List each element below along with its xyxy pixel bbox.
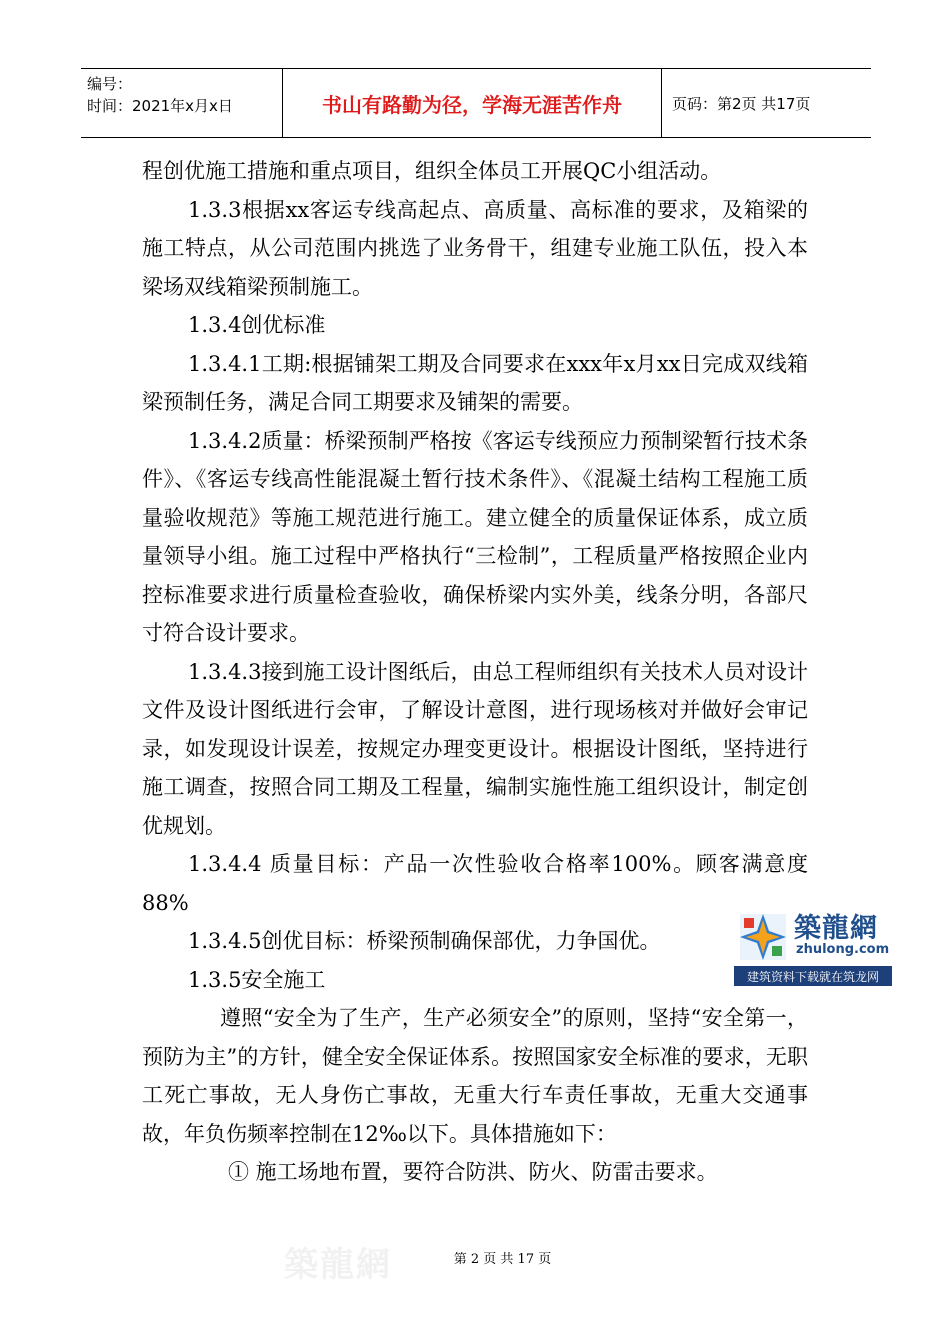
paragraph: 1.3.4.4 质量目标：产品一次性验收合格率100%。顾客满意度88% xyxy=(142,852,808,915)
logo-name: 築龍網 xyxy=(794,913,878,944)
paragraph: 程创优施工措施和重点项目，组织全体员工开展QC小组活动。 xyxy=(142,159,722,183)
paragraph: 遵照“安全为了生产，生产必须安全”的原则，坚持“安全第一，预防为主”的方针，健全安全保证体系。按照国家安全标准的要求，无职工死亡事故，无人身伤亡事故，无重大行车责任事故，无重大交通事故，年负伤频率控制在12‰以下。具体措施如下： xyxy=(142,1006,808,1146)
document-number-label: 编号： xyxy=(87,75,133,93)
header-motto: 书山有路勤为径，学海无涯苦作舟 xyxy=(283,69,662,137)
header-page-label: 页码：第2页 共17页 xyxy=(672,94,811,113)
footer-page-number: 第 2 页 共 17 页 xyxy=(453,1252,552,1267)
header-info-cell xyxy=(81,69,283,137)
section-heading: 1.3.5安全施工 xyxy=(188,967,326,992)
section-heading: 1.3.4创优标准 xyxy=(188,313,326,337)
paragraph: 1.3.4.3接到施工设计图纸后，由总工程师组织有关技术人员对设计文件及设计图纸进行会审，了解设计意图，进行现场核对并做好会审记录，如发现设计误差，按规定办理变更设计。根据设计图纸，坚持进行施工调查，按照合同工期及工程量，编制实施性施工组织设计，制定创优规划。 xyxy=(142,659,808,838)
paragraph: 1.3.4.5创优目标：桥梁预制确保部优，力争国优。 xyxy=(188,929,661,953)
paragraph: 1.3.3根据xx客运专线高起点、高质量、高标准的要求，及箱梁的施工特点，从公司范围内挑选了业务骨干，组建专业施工队伍，投入本梁场双线箱梁预制施工。 xyxy=(142,197,808,299)
paragraph: 1.3.4.1工期:根据铺架工期及合同要求在xxx年x月xx日完成双线箱梁预制任务，满足合同工期要求及铺架的需要。 xyxy=(142,351,808,414)
document-body xyxy=(142,152,808,1192)
header-table xyxy=(81,68,871,138)
page-footer xyxy=(0,1248,950,1267)
list-item: ① 施工场地布置，要符合防洪、防火、防雷击要求。 xyxy=(228,1160,718,1184)
zhulong-logo xyxy=(734,904,892,988)
paragraph: 1.3.4.2质量：桥梁预制严格按《客运专线预应力预制梁暂行技术条件》、《客运专线高性能混凝土暂行技术条件》、《混凝土结构工程施工质量验收规范》等施工规范进行施工。建立健全的质量保证体系，成立质量领导小组。施工过程中严格执行“三检制”，工程质量严格按照企业内控标准要求进行质量检查验收，确保桥梁内实外美，线条分明，各部尺寸符合设计要求。 xyxy=(142,428,808,645)
watermark-logo-text: 築龍網 xyxy=(284,1245,392,1285)
logo-url: zhulong.com xyxy=(796,942,890,957)
zhulong-logo-icon xyxy=(736,910,790,964)
document-time-label: 时间：2021年x月x日 xyxy=(87,97,233,115)
logo-slogan: 建筑资料下载就在筑龙网 xyxy=(734,966,892,986)
